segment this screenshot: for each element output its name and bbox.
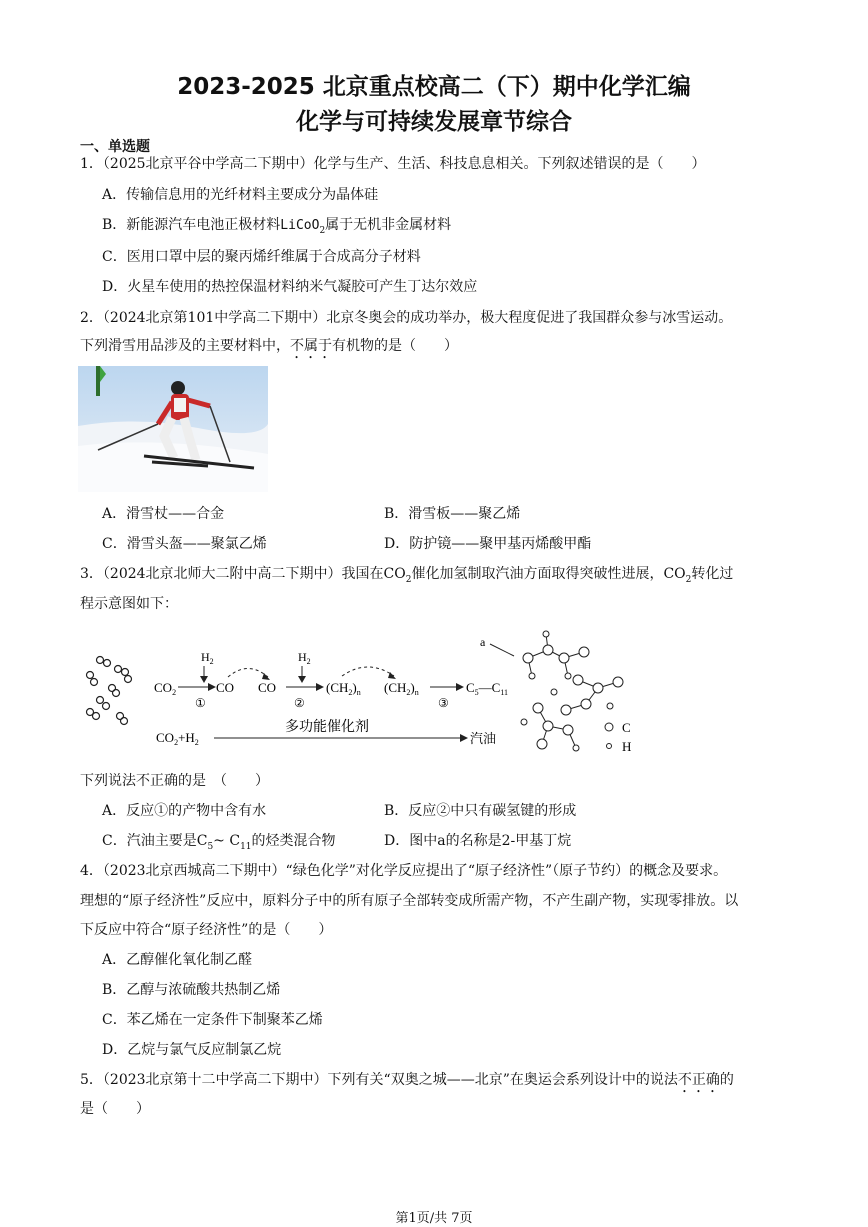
section-heading: 一、单选题 [80, 139, 150, 155]
q4-stem-line1: 4．（2023北京西城高二下期中）“绿色化学”对化学反应提出了“原子经济性”（原子节约）的概念及要求。 [80, 863, 728, 879]
c5-c11-label: $C_5—C_{11}$ [466, 680, 509, 697]
q3-stem-line1: 3．（2024北京北师大二附中高二下期中）我国在$CO_2$催化加氢制取汽油方面取得突破性进展，$CO_2$转化过 [80, 566, 734, 585]
catalyst-label: 多功能催化剂 [285, 719, 369, 735]
q3-option-a: A．反应①的产物中含有水 [102, 803, 267, 819]
q3-option-d: D．图中a的名称是2-甲基丁烷 [384, 833, 572, 849]
q2-option-c: C．滑雪头盔——聚氯乙烯 [102, 536, 267, 552]
q4-stem-line2: 理想的“原子经济性”反应中，原料分子中的所有原子全部转变成所需产物，不产生副产物，实现零排放。以 [80, 893, 739, 909]
q2-stem-line1: 2．（2024北京第101中学高二下期中）北京冬奥会的成功举办，极大程度促进了我国群众参与冰雪运动。 [80, 310, 733, 326]
q5-stem-pre: 5．（2023北京第十二中学高二下期中）下列有关“双奥之城——北京”在奥运会系列设计中的说法 [80, 1072, 678, 1088]
co-label-1: CO [216, 680, 235, 695]
q3-option-c: C．汽油主要是$C_5\sim$ $C_{11}$的烃类混合物 [102, 833, 336, 852]
skier-photo [78, 366, 268, 492]
q2-stem-emphasis: 不属于 [290, 338, 332, 354]
q4-option-c: C．苯乙烯在一定条件下制聚苯乙烯 [102, 1012, 323, 1028]
q5-stem-post: 的 [719, 1072, 734, 1088]
co2-h2-label: $CO_2+H_2$ [156, 730, 199, 747]
page-title: 2023-2025 北京重点校高二（下）期中化学汇编 [177, 74, 691, 100]
q1-option-b-pre: B．新能源汽车电池正极材料 [102, 217, 281, 233]
page-subtitle: 化学与可持续发展章节综合 [296, 109, 572, 135]
q4-option-d: D．乙烷与氯气反应制氯乙烷 [102, 1042, 282, 1058]
legend-h: H [622, 739, 632, 754]
legend-c: C [622, 720, 631, 735]
step-3-label: ③ [438, 696, 449, 710]
q1-option-b-post: 属于无机非金属材料 [325, 217, 452, 233]
q2-stem-post: 有机物的是（ ） [332, 338, 458, 354]
q1-stem: 1．（2025北京平谷中学高二下期中）化学与生产、生活、科技息息相关。下列叙述错误的是（ ） [80, 156, 706, 172]
q4-option-b: B．乙醇与浓硫酸共热制乙烯 [102, 982, 281, 998]
q5-stem-line1 [80, 1071, 734, 1096]
q2-option-d: D．防护镜——聚甲基丙烯酸甲酯 [384, 536, 592, 552]
co2-molecule-cluster [87, 657, 132, 725]
hydrocarbon-molecules [521, 631, 623, 751]
q3-option-c-pre: C．汽油主要是C [102, 833, 208, 849]
q1-option-a: A．传输信息用的光纤材料主要成分为晶体硅 [102, 187, 379, 203]
page-footer: 第1页/共 7页 [395, 1211, 473, 1226]
q2-stem-line2 [80, 337, 458, 362]
q1-option-b-formula: LiCoO [280, 218, 320, 233]
q4-stem-line3: 下反应中符合“原子经济性”的是（ ） [80, 922, 333, 938]
q3-stem-a: 3．（2024北京北师大二附中高二下期中）我国在CO [80, 566, 406, 582]
step-2-label: ② [294, 696, 305, 710]
molecule-a-label: a [480, 635, 486, 649]
q2-option-b: B．滑雪板——聚乙烯 [384, 506, 521, 522]
hydrogen-legend-icon [607, 744, 612, 749]
co2-conversion-diagram [78, 630, 648, 760]
q1-option-d: D．火星车使用的热控保温材料纳米气凝胶可产生丁达尔效应 [102, 279, 478, 295]
q3-option-c-mid: ~ C [213, 833, 241, 849]
co2-label: $CO_2$ [154, 680, 177, 697]
q3-stem-c: 转化过 [691, 566, 734, 582]
ch2n-label-1: $(CH_2)_n$ [326, 680, 361, 697]
q5-stem-emphasis: 不正确 [677, 1072, 720, 1088]
q3-stem-line2: 程示意图如下： [80, 596, 178, 612]
ch2n-label-2: $(CH_2)_n$ [384, 680, 419, 697]
h2-label-1: $H_2$ [201, 650, 214, 666]
h2-label-2: $H_2$ [298, 650, 311, 666]
q1-option-b-sub: 2 [319, 225, 326, 236]
q3-option-b: B．反应②中只有碳氢键的形成 [384, 803, 577, 819]
q5-stem-line2: 是（ ） [80, 1101, 150, 1117]
q3-stem-b: 催化加氢制取汽油方面取得突破性进展，CO [411, 566, 686, 582]
carbon-legend-icon [605, 723, 613, 731]
q2-stem-pre: 下列滑雪用品涉及的主要材料中， [80, 338, 290, 354]
q2-option-a: A．滑雪杖——合金 [102, 506, 225, 522]
q3-ask: 下列说法不正确的是 （ ） [80, 773, 269, 789]
gasoline-label: 汽油 [470, 732, 497, 747]
q1-option-c: C．医用口罩中层的聚丙烯纤维属于合成高分子材料 [102, 249, 421, 265]
step-1-label: ① [195, 696, 206, 710]
co-label-2: CO [258, 680, 277, 695]
q4-option-a: A．乙醇催化氧化制乙醛 [102, 952, 253, 968]
q1-option-b [102, 216, 451, 240]
q3-option-c-post: 的烃类混合物 [251, 833, 336, 849]
